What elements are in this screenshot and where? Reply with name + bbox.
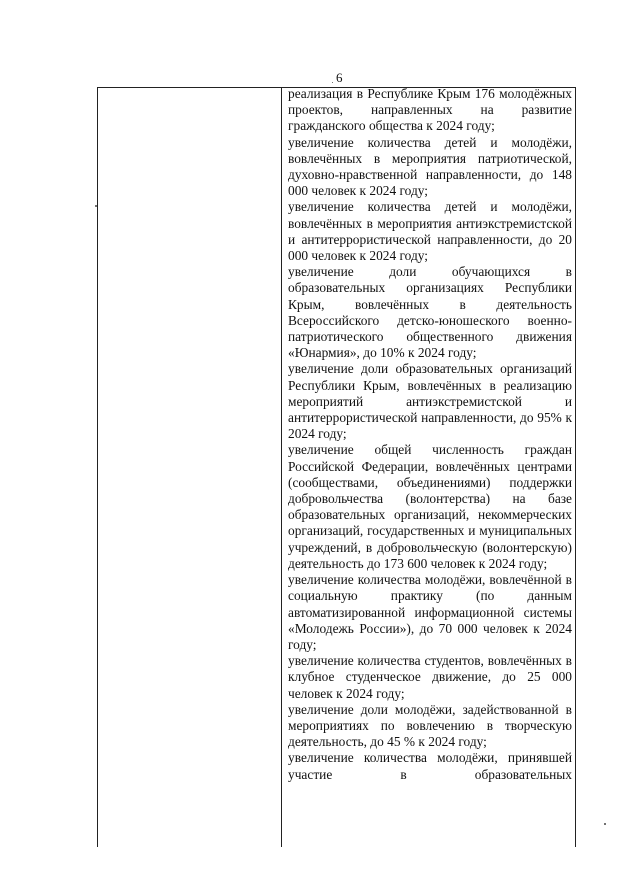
page-number: 6 <box>336 70 343 85</box>
target-item: увеличение количества детей и молодёжи, вовлечённых в мероприятия антиэкстремистской и антитеррористической направленности, до 20 000 человек к 2024 году; <box>288 199 572 264</box>
target-item: увеличение доли образовательных организаций Республики Крым, вовлечённых в реализацию мероприятий антиэкстремистской и антитеррористической направленности, до 95% к 2024 году; <box>288 361 572 442</box>
target-item: увеличение доли молодёжи, задействованной в мероприятиях по вовлечению в творческую деятельность, до 45 % к 2024 году; <box>288 701 572 750</box>
target-item: увеличение количества детей и молодёжи, вовлечённых в мероприятия патриотической, духовно-нравственной направленности, до 148 000 человек к 2024 году; <box>288 134 572 199</box>
target-item: увеличение количества молодёжи, принявшей участие в образовательных <box>288 750 572 782</box>
target-item: увеличение общей численность граждан Российской Федерации, вовлечённых центрами (сообществами, объединениями) поддержки добровольчества (волонтерства) на базе образовательных организаций, некоммерческих организаций, государственных и муниципальных учреждений, в добровольческую (волонтерскую) деятельность до 173 600 человек к 2024 году; <box>288 442 572 571</box>
target-item: реализация в Республике Крым 176 молодёжных проектов, направленных на развитие гражданского общества к 2024 году; <box>288 86 572 134</box>
target-item: увеличение количества молодёжи, вовлечённой в социальную практику (по данным автоматизированной информационной системы «Молодежь России»), до 70 000 человек к 2024 году; <box>288 572 572 652</box>
scan-speck <box>332 82 333 83</box>
scan-speck <box>95 205 97 207</box>
table-column-divider <box>281 87 282 847</box>
target-item: увеличение доли обучающихся в образовательных организациях Республики Крым, вовлечённых в деятельность Всероссийского детско-юношеского военно-патриотического общественного движения «Юнармия», до 10% к 2024 году; <box>288 264 572 361</box>
target-item: увеличение количества студентов, вовлечённых в клубное студенческое движение, до 25 000 человек к 2024 году; <box>288 653 572 701</box>
scan-speck <box>604 823 606 825</box>
table-cell-right <box>288 86 572 783</box>
